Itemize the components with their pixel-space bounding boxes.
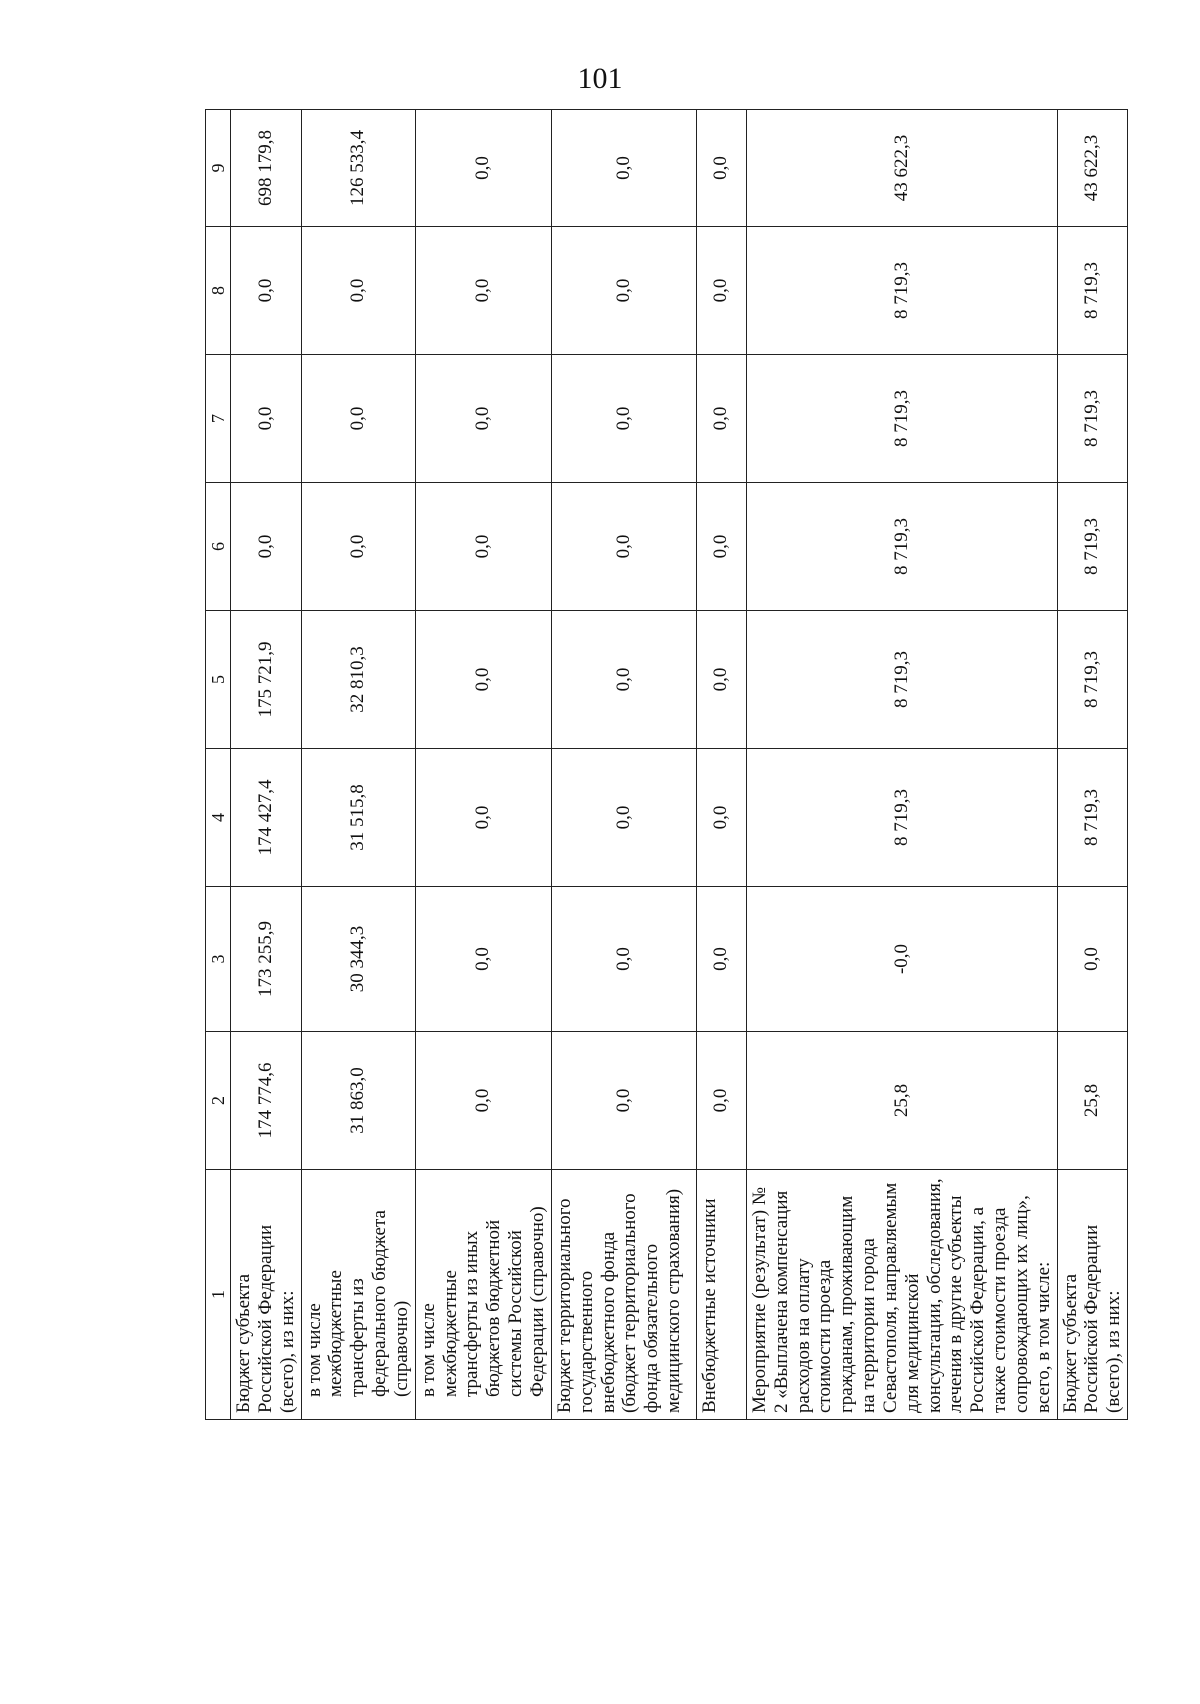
column-header: 8 [206,227,231,355]
table-cell: 0,0 [415,355,551,483]
row-label: Мероприятие (результат) № 2 «Выплачена компенсация расходов на оплату стоимости проезда гражданам, проживающим на территории города Севастополя, направляемым для медицинской консультации, обследования, лечения в другие субъекты Российской Федерации, а также стоимости проезда сопровождающих их лиц», всего, в том числе: [746,1170,1057,1420]
row-label: Бюджет субъекта Российской Федерации (всего), из них: [231,1170,302,1420]
table-cell: 0,0 [696,110,746,227]
table-cell: 8 719,3 [1057,227,1128,355]
column-header: 7 [206,355,231,483]
table-cell: 0,0 [415,483,551,611]
table-cell: 8 719,3 [1057,355,1128,483]
table-cell: 698 179,8 [231,110,302,227]
table-cell: 0,0 [1057,887,1128,1032]
table-cell: 0,0 [551,611,696,749]
table-row [746,110,1057,1420]
table-cell: 174 427,4 [231,749,302,887]
row-label: Внебюджетные источники [696,1170,746,1420]
table-cell: 0,0 [696,355,746,483]
table-cell: 0,0 [301,227,415,355]
table-cell: 0,0 [301,355,415,483]
table-cell: 0,0 [415,1032,551,1170]
table-header-row [206,110,231,1420]
column-header: 4 [206,749,231,887]
table-cell: 0,0 [551,887,696,1032]
table-cell: 0,0 [415,227,551,355]
table-cell: 0,0 [415,887,551,1032]
table-cell: 0,0 [231,227,302,355]
column-header: 2 [206,1032,231,1170]
table-cell: 175 721,9 [231,611,302,749]
column-header: 9 [206,110,231,227]
table-cell: 8 719,3 [746,355,1057,483]
table-cell: 0,0 [551,227,696,355]
table-cell: 0,0 [696,611,746,749]
table-cell: 8 719,3 [1057,483,1128,611]
table-cell: 0,0 [231,483,302,611]
table-row [415,110,551,1420]
table-cell: 174 774,6 [231,1032,302,1170]
table-cell: 8 719,3 [1057,611,1128,749]
column-header: 1 [206,1170,231,1420]
table-row [1057,110,1128,1420]
table-cell: 30 344,3 [301,887,415,1032]
budget-table [205,109,1128,1420]
table-row [231,110,302,1420]
table-cell: 8 719,3 [746,611,1057,749]
table-cell: 0,0 [696,227,746,355]
table-cell: 0,0 [415,749,551,887]
table-cell: 0,0 [415,611,551,749]
table-cell: 0,0 [696,887,746,1032]
table-cell: 8 719,3 [746,227,1057,355]
table-cell: 8 719,3 [746,749,1057,887]
table-cell: 31 863,0 [301,1032,415,1170]
row-label: в том числе межбюджетные трансферты из иных бюджетов бюджетной системы Российской Федерации (справочно) [415,1170,551,1420]
table-cell: 31 515,8 [301,749,415,887]
table-cell: 43 622,3 [1057,110,1128,227]
column-header: 3 [206,887,231,1032]
table-cell: 8 719,3 [1057,749,1128,887]
table-row [696,110,746,1420]
table-cell: 126 533,4 [301,110,415,227]
table-cell: 0,0 [696,749,746,887]
row-label: в том числе межбюджетные трансферты из федерального бюджета (справочно) [301,1170,415,1420]
row-label: Бюджет территориального государственного внебюджетного фонда (бюджет территориального фонда обязательного медицинского страхования) [551,1170,696,1420]
table-cell: 0,0 [231,355,302,483]
table-cell: 0,0 [551,749,696,887]
table-cell: 0,0 [551,110,696,227]
table-cell: 0,0 [551,1032,696,1170]
row-label: Бюджет субъекта Российской Федерации (всего), из них: [1057,1170,1128,1420]
column-header: 5 [206,611,231,749]
table-cell: 0,0 [696,1032,746,1170]
table-cell: 173 255,9 [231,887,302,1032]
table-cell: 32 810,3 [301,611,415,749]
column-header: 6 [206,483,231,611]
table-cell: 25,8 [746,1032,1057,1170]
table-cell: 0,0 [551,355,696,483]
table-cell: -0,0 [746,887,1057,1032]
table-row [551,110,696,1420]
table-cell: 25,8 [1057,1032,1128,1170]
table-cell: 43 622,3 [746,110,1057,227]
table-cell: 0,0 [696,483,746,611]
table-cell: 0,0 [415,110,551,227]
rotated-table-container [205,110,1125,1420]
table-row [301,110,415,1420]
page-number: 101 [577,62,623,95]
table-cell: 0,0 [301,483,415,611]
table-cell: 0,0 [551,483,696,611]
table-cell: 8 719,3 [746,483,1057,611]
